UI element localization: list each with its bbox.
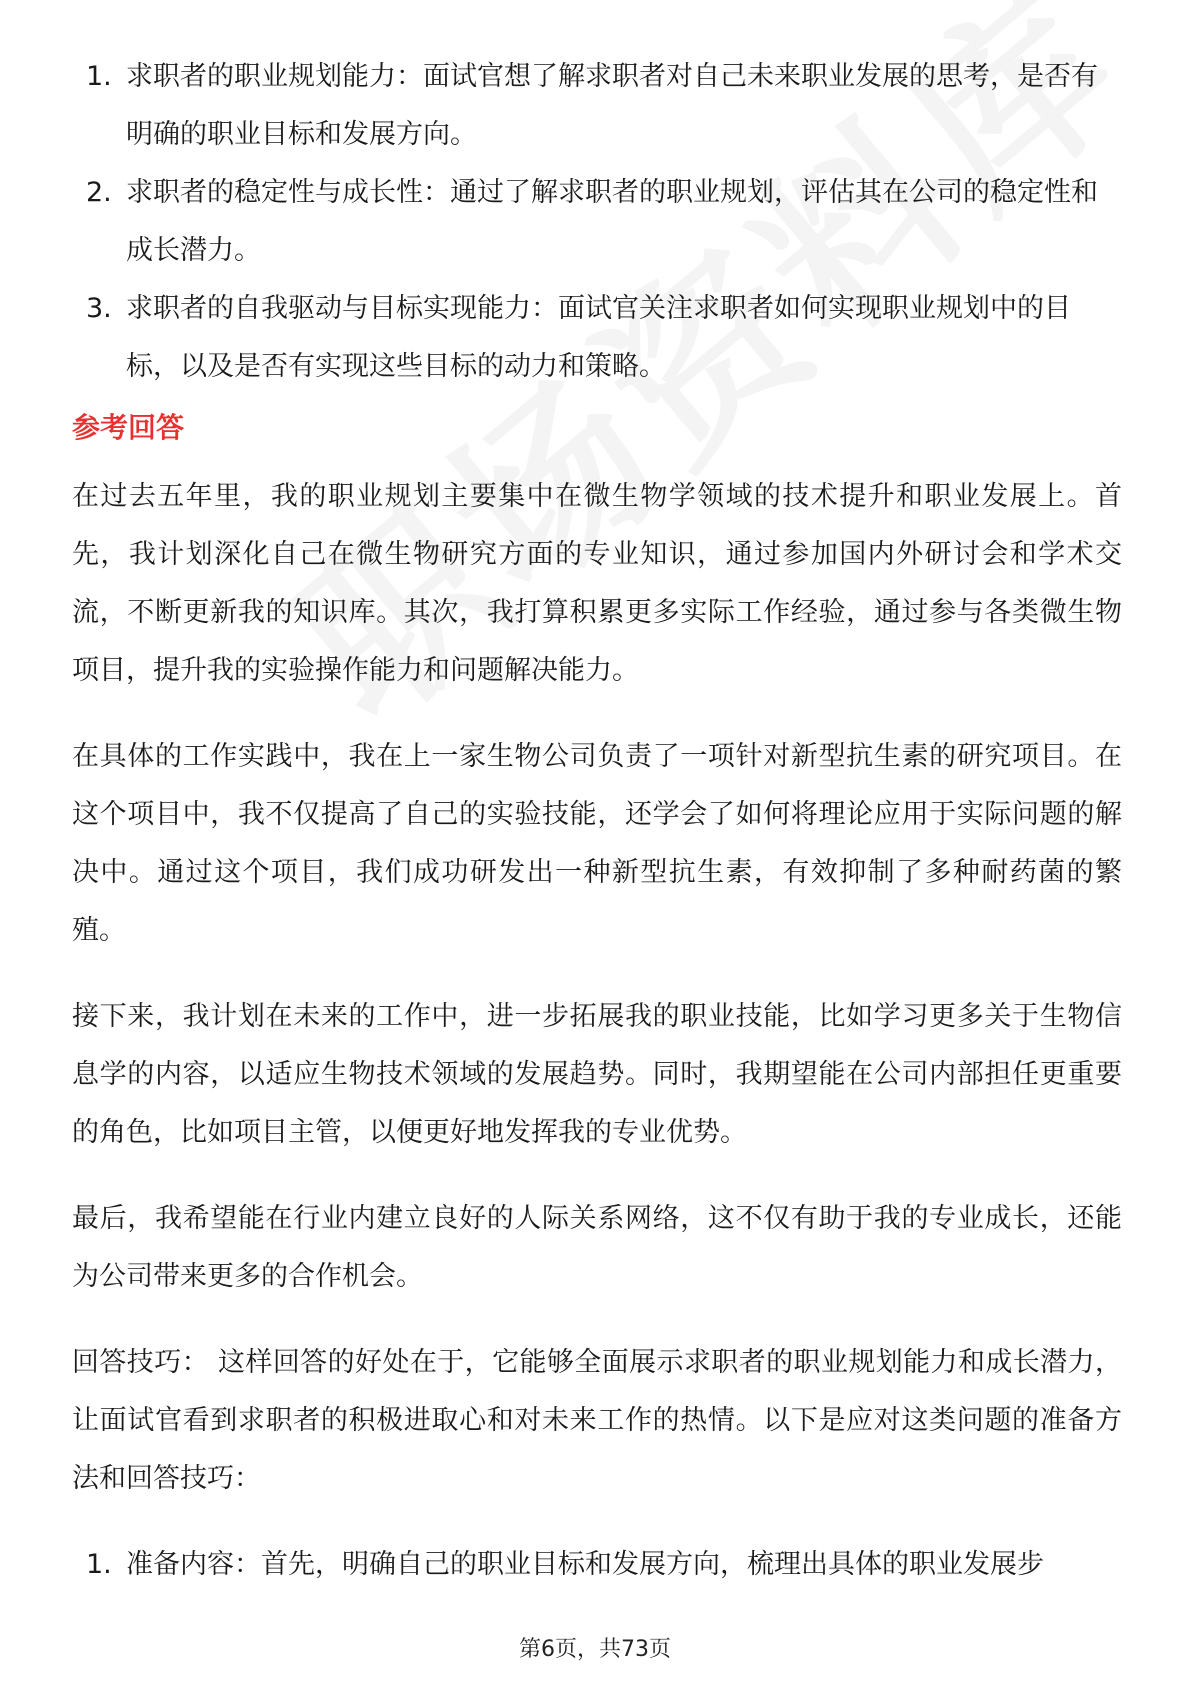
- list-item: [72, 1536, 1122, 1594]
- tips-list: [72, 1536, 1122, 1594]
- list-item-text: 准备内容：首先，明确自己的职业目标和发展方向，梳理出具体的职业发展步: [126, 1549, 1044, 1580]
- list-item: [72, 280, 1122, 396]
- list-item-number: 3.: [86, 293, 112, 324]
- list-item-text: 求职者的自我驱动与目标实现能力：面试官关注求职者如何实现职业规划中的目标，以及是否有实现这些目标的动力和策略。: [126, 293, 1071, 382]
- page-number: 第6页，共73页: [519, 1637, 671, 1662]
- list-item-number: 1.: [86, 1549, 112, 1580]
- paragraph: 在具体的工作实践中，我在上一家生物公司负责了一项针对新型抗生素的研究项目。在这个项目中，我不仅提高了自己的实验技能，还学会了如何将理论应用于实际问题的解决中。通过这个项目，我们成功研发出一种新型抗生素，有效抑制了多种耐药菌的繁殖。: [72, 741, 1122, 946]
- list-item: [72, 164, 1122, 280]
- list-item-number: 2.: [86, 177, 112, 208]
- paragraph: 回答技巧： 这样回答的好处在于，它能够全面展示求职者的职业规划能力和成长潜力，让面试官看到求职者的积极进取心和对未来工作的热情。以下是应对这类问题的准备方法和回答技巧：: [72, 1347, 1122, 1494]
- focus-points-list: [72, 48, 1122, 396]
- paragraph: 在过去五年里，我的职业规划主要集中在微生物学领域的技术提升和职业发展上。首先，我计划深化自己在微生物研究方面的专业知识，通过参加国内外研讨会和学术交流，不断更新我的知识库。其次，我打算积累更多实际工作经验，通过参与各类微生物项目，提升我的实验操作能力和问题解决能力。: [72, 481, 1122, 686]
- paragraph: 接下来，我计划在未来的工作中，进一步拓展我的职业技能，比如学习更多关于生物信息学的内容，以适应生物技术领域的发展趋势。同时，我期望能在公司内部担任更重要的角色，比如项目主管，以便更好地发挥我的专业优势。: [72, 1001, 1122, 1148]
- list-item-number: 1.: [86, 61, 112, 92]
- page-content: [72, 48, 1122, 1594]
- list-item: [72, 48, 1122, 164]
- section-heading: 参考回答: [72, 411, 185, 444]
- list-item-text: 求职者的稳定性与成长性：通过了解求职者的职业规划，评估其在公司的稳定性和成长潜力。: [126, 177, 1098, 266]
- list-item-text: 求职者的职业规划能力：面试官想了解求职者对自己未来职业发展的思考，是否有明确的职业目标和发展方向。: [126, 61, 1098, 150]
- paragraph: 最后，我希望能在行业内建立良好的人际关系网络，这不仅有助于我的专业成长，还能为公司带来更多的合作机会。: [72, 1203, 1122, 1292]
